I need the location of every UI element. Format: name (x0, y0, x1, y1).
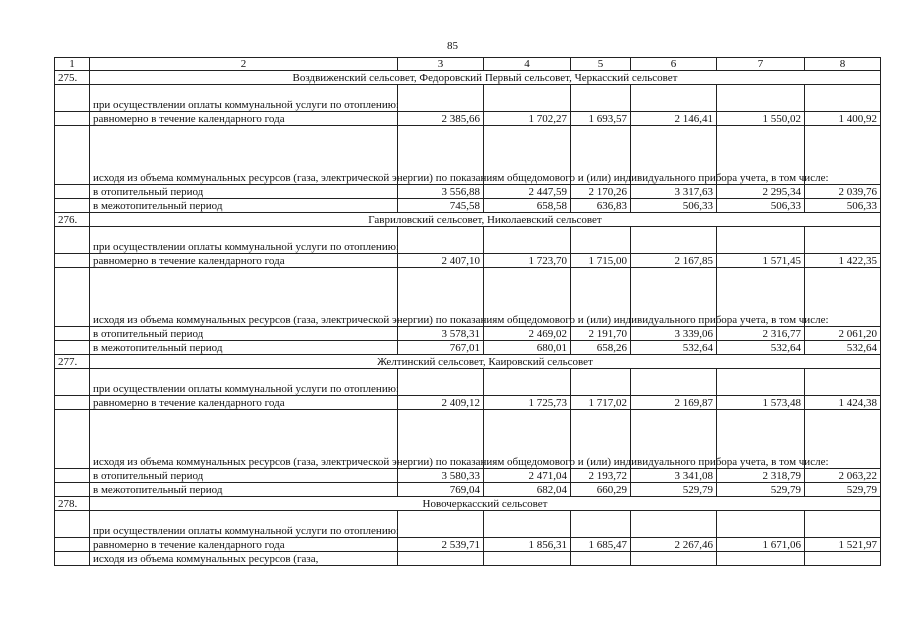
value-cell (631, 85, 717, 112)
table-row (55, 227, 881, 254)
table-row (55, 511, 881, 538)
row-label: исходя из объема коммунальных ресурсов (газа, электрической энергии) по показаниям общедомового и (или) индивидуального прибора учета, в том числе: (90, 126, 398, 185)
index-cell (55, 511, 90, 538)
value-cell: 2 169,87 (631, 396, 717, 410)
value-cell (805, 227, 881, 254)
index-cell (55, 227, 90, 254)
value-cell (717, 85, 805, 112)
value-cell (805, 369, 881, 396)
section-header-row (55, 355, 881, 369)
value-cell: 767,01 (398, 341, 484, 355)
row-label: при осуществлении оплаты коммунальной услуги по отоплению: (90, 85, 398, 112)
value-cell (484, 511, 571, 538)
value-cell (631, 552, 717, 566)
section-index: 276. (55, 213, 90, 227)
table-row (55, 552, 881, 566)
value-cell (398, 85, 484, 112)
section-title: Воздвиженский сельсовет, Федоровский Первый сельсовет, Черкасский сельсовет (90, 71, 881, 85)
table-row (55, 126, 881, 185)
row-label: в отопительный период (90, 327, 398, 341)
value-cell: 1 856,31 (484, 538, 571, 552)
row-label: равномерно в течение календарного года (90, 396, 398, 410)
value-cell (398, 552, 484, 566)
value-cell (571, 85, 631, 112)
value-cell (631, 369, 717, 396)
table-row (55, 327, 881, 341)
index-cell (55, 254, 90, 268)
value-cell: 506,33 (805, 199, 881, 213)
value-cell: 2 191,70 (571, 327, 631, 341)
column-header: 1 (55, 58, 90, 71)
row-label: при осуществлении оплаты коммунальной услуги по отоплению: (90, 511, 398, 538)
row-label: равномерно в течение календарного года (90, 112, 398, 126)
table-row (55, 112, 881, 126)
table-body (55, 58, 881, 566)
row-label: исходя из объема коммунальных ресурсов (газа, электрической энергии) по показаниям общедомового и (или) индивидуального прибора учета, в том числе: (90, 410, 398, 469)
row-label: исходя из объема коммунальных ресурсов (газа, (90, 552, 398, 566)
value-cell: 506,33 (631, 199, 717, 213)
row-label: в межотопительный период (90, 483, 398, 497)
index-cell (55, 341, 90, 355)
value-cell: 2 318,79 (717, 469, 805, 483)
table-row (55, 85, 881, 112)
value-cell (484, 85, 571, 112)
index-cell (55, 112, 90, 126)
index-cell (55, 410, 90, 469)
value-cell: 2 167,85 (631, 254, 717, 268)
value-cell: 532,64 (805, 341, 881, 355)
value-cell (484, 369, 571, 396)
value-cell (717, 227, 805, 254)
value-cell: 532,64 (717, 341, 805, 355)
value-cell: 506,33 (717, 199, 805, 213)
value-cell: 3 341,08 (631, 469, 717, 483)
table-row (55, 199, 881, 213)
value-cell: 1 725,73 (484, 396, 571, 410)
value-cell: 529,79 (717, 483, 805, 497)
section-title: Гавриловский сельсовет, Николаевский сельсовет (90, 213, 881, 227)
page-number: 85 (447, 40, 458, 52)
value-cell: 769,04 (398, 483, 484, 497)
table-row (55, 268, 881, 327)
index-cell (55, 126, 90, 185)
value-cell (571, 369, 631, 396)
index-cell (55, 327, 90, 341)
value-cell: 1 723,70 (484, 254, 571, 268)
value-cell: 680,01 (484, 341, 571, 355)
table-row (55, 469, 881, 483)
index-cell (55, 85, 90, 112)
value-cell: 529,79 (631, 483, 717, 497)
row-label: при осуществлении оплаты коммунальной услуги по отоплению: (90, 369, 398, 396)
row-label: равномерно в течение календарного года (90, 538, 398, 552)
row-label: в межотопительный период (90, 341, 398, 355)
row-label: в отопительный период (90, 185, 398, 199)
index-cell (55, 538, 90, 552)
value-cell: 2 385,66 (398, 112, 484, 126)
value-cell (484, 552, 571, 566)
value-cell: 532,64 (631, 341, 717, 355)
value-cell (484, 227, 571, 254)
value-cell: 1 671,06 (717, 538, 805, 552)
index-cell (55, 483, 90, 497)
index-cell (55, 396, 90, 410)
table-row (55, 254, 881, 268)
section-header-row (55, 213, 881, 227)
section-title: Новочеркасский сельсовет (90, 497, 881, 511)
row-label: исходя из объема коммунальных ресурсов (газа, электрической энергии) по показаниям общедомового и (или) индивидуального прибора учета, в том числе: (90, 268, 398, 327)
column-header: 5 (571, 58, 631, 71)
value-cell: 1 400,92 (805, 112, 881, 126)
value-cell: 2 061,20 (805, 327, 881, 341)
column-header: 2 (90, 58, 398, 71)
value-cell (717, 552, 805, 566)
value-cell: 2 407,10 (398, 254, 484, 268)
index-cell (55, 469, 90, 483)
value-cell: 1 693,57 (571, 112, 631, 126)
value-cell (571, 511, 631, 538)
column-header: 3 (398, 58, 484, 71)
value-cell: 2 447,59 (484, 185, 571, 199)
value-cell: 660,29 (571, 483, 631, 497)
value-cell (571, 552, 631, 566)
column-header: 4 (484, 58, 571, 71)
index-cell (55, 369, 90, 396)
section-index: 277. (55, 355, 90, 369)
value-cell: 2 469,02 (484, 327, 571, 341)
value-cell: 1 717,02 (571, 396, 631, 410)
value-cell: 529,79 (805, 483, 881, 497)
value-cell (805, 552, 881, 566)
value-cell: 658,26 (571, 341, 631, 355)
row-label: в межотопительный период (90, 199, 398, 213)
row-label: в отопительный период (90, 469, 398, 483)
section-index: 275. (55, 71, 90, 85)
value-cell: 3 580,33 (398, 469, 484, 483)
value-cell (805, 85, 881, 112)
value-cell: 3 556,88 (398, 185, 484, 199)
value-cell: 2 039,76 (805, 185, 881, 199)
value-cell: 658,58 (484, 199, 571, 213)
value-cell: 2 193,72 (571, 469, 631, 483)
value-cell: 682,04 (484, 483, 571, 497)
value-cell: 3 339,06 (631, 327, 717, 341)
value-cell (398, 369, 484, 396)
value-cell: 3 578,31 (398, 327, 484, 341)
value-cell (398, 227, 484, 254)
tariff-table (54, 57, 881, 566)
value-cell (717, 369, 805, 396)
value-cell: 1 422,35 (805, 254, 881, 268)
value-cell: 1 550,02 (717, 112, 805, 126)
value-cell (398, 511, 484, 538)
value-cell: 2 267,46 (631, 538, 717, 552)
column-header-row (55, 58, 881, 71)
value-cell: 745,58 (398, 199, 484, 213)
value-cell: 1 715,00 (571, 254, 631, 268)
table-row (55, 538, 881, 552)
column-header: 6 (631, 58, 717, 71)
section-header-row (55, 497, 881, 511)
value-cell: 3 317,63 (631, 185, 717, 199)
section-index: 278. (55, 497, 90, 511)
index-cell (55, 268, 90, 327)
column-header: 7 (717, 58, 805, 71)
section-title: Желтинский сельсовет, Каировский сельсовет (90, 355, 881, 369)
index-cell (55, 185, 90, 199)
value-cell: 2 146,41 (631, 112, 717, 126)
value-cell (571, 227, 631, 254)
value-cell: 636,83 (571, 199, 631, 213)
value-cell: 1 573,48 (717, 396, 805, 410)
column-header: 8 (805, 58, 881, 71)
value-cell: 2 409,12 (398, 396, 484, 410)
value-cell (805, 511, 881, 538)
value-cell: 2 295,34 (717, 185, 805, 199)
section-header-row (55, 71, 881, 85)
value-cell (631, 511, 717, 538)
row-label: при осуществлении оплаты коммунальной услуги по отоплению: (90, 227, 398, 254)
value-cell: 2 471,04 (484, 469, 571, 483)
value-cell (631, 227, 717, 254)
value-cell: 1 685,47 (571, 538, 631, 552)
table-row (55, 483, 881, 497)
value-cell (717, 511, 805, 538)
value-cell: 1 702,27 (484, 112, 571, 126)
value-cell: 1 424,38 (805, 396, 881, 410)
table-row (55, 369, 881, 396)
table-row (55, 185, 881, 199)
value-cell: 1 571,45 (717, 254, 805, 268)
value-cell: 2 063,22 (805, 469, 881, 483)
index-cell (55, 199, 90, 213)
value-cell: 2 316,77 (717, 327, 805, 341)
table-row (55, 410, 881, 469)
index-cell (55, 552, 90, 566)
table-row (55, 341, 881, 355)
row-label: равномерно в течение календарного года (90, 254, 398, 268)
table-row (55, 396, 881, 410)
value-cell: 2 539,71 (398, 538, 484, 552)
value-cell: 2 170,26 (571, 185, 631, 199)
value-cell: 1 521,97 (805, 538, 881, 552)
